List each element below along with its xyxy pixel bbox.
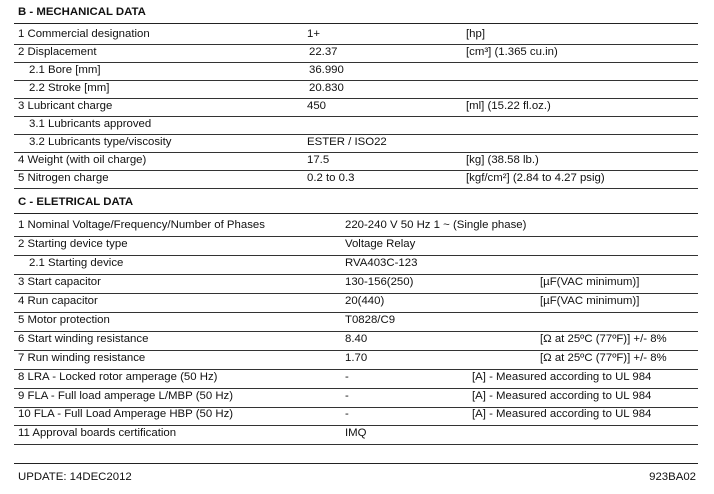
table-row	[14, 117, 698, 135]
row-unit: [Ω at 25ºC (77ºF)] +/- 8%	[540, 333, 667, 345]
row-label: 9 FLA - Full load amperage L/MBP (50 Hz)	[18, 390, 234, 402]
row-value: 20(440)	[345, 295, 385, 307]
row-value: ESTER / ISO22	[307, 136, 387, 148]
section-b-title: B - MECHANICAL DATA	[18, 6, 146, 18]
table-row	[14, 332, 698, 351]
row-value: Voltage Relay	[345, 238, 416, 250]
row-label: 7 Run winding resistance	[18, 352, 146, 364]
row-unit: [kg] (38.58 lb.)	[466, 154, 539, 166]
update-date: UPDATE: 14DEC2012	[18, 471, 132, 483]
row-label: 3 Start capacitor	[18, 276, 101, 288]
table-row	[14, 218, 698, 237]
table-row	[14, 237, 698, 256]
row-label: 2 Starting device type	[18, 238, 128, 250]
row-unit: [µF(VAC minimum)]	[540, 295, 640, 307]
row-label: 3 Lubricant charge	[18, 100, 113, 112]
row-unit: [Ω at 25ºC (77ºF)] +/- 8%	[540, 352, 667, 364]
section-b-header	[14, 3, 698, 24]
row-value: -	[345, 390, 349, 402]
row-value: 220-240 V 50 Hz 1 ~ (Single phase)	[345, 219, 527, 231]
table-row	[14, 63, 698, 81]
row-value: 0.2 to 0.3	[307, 172, 355, 184]
row-value: 1+	[307, 28, 320, 40]
table-row	[14, 389, 698, 408]
row-unit: [µF(VAC minimum)]	[540, 276, 640, 288]
row-value: 22.37	[309, 46, 338, 58]
footer-divider	[14, 463, 698, 464]
table-row	[14, 135, 698, 153]
row-value: 20.830	[309, 82, 344, 94]
section-c-header	[14, 193, 698, 214]
row-label: 2 Displacement	[18, 46, 97, 58]
row-label: 5 Nitrogen charge	[18, 172, 109, 184]
row-value: 17.5	[307, 154, 330, 166]
row-value: -	[345, 408, 349, 420]
row-value: 36.990	[309, 64, 344, 76]
row-value: 8.40	[345, 333, 368, 345]
row-label: 8 LRA - Locked rotor amperage (50 Hz)	[18, 371, 218, 383]
table-row	[14, 81, 698, 99]
row-unit: [kgf/cm²] (2.84 to 4.27 psig)	[466, 172, 605, 184]
row-label: 11 Approval boards certification	[18, 427, 177, 439]
row-value: -	[345, 371, 349, 383]
table-row	[14, 407, 698, 426]
row-label: 5 Motor protection	[18, 314, 110, 326]
row-label: 4 Weight (with oil charge)	[18, 154, 147, 166]
row-label: 6 Start winding resistance	[18, 333, 149, 345]
table-row	[14, 426, 698, 445]
row-label: 3.2 Lubricants type/viscosity	[29, 136, 172, 148]
table-row	[14, 370, 698, 389]
document-code: 923BA02	[649, 471, 696, 483]
row-value: 130-156(250)	[345, 276, 414, 288]
table-row	[14, 294, 698, 313]
row-value: RVA403C-123	[345, 257, 418, 269]
row-unit: [A] - Measured according to UL 984	[472, 371, 652, 383]
section-c-title: C - ELETRICAL DATA	[18, 196, 134, 208]
row-label: 3.1 Lubricants approved	[29, 118, 152, 130]
row-label: 1 Commercial designation	[18, 28, 150, 40]
table-row	[14, 27, 698, 45]
row-value: IMQ	[345, 427, 367, 439]
table-row	[14, 275, 698, 294]
row-value: 1.70	[345, 352, 368, 364]
row-unit: [hp]	[466, 28, 485, 40]
row-unit: [A] - Measured according to UL 984	[472, 390, 652, 402]
table-row	[14, 99, 698, 117]
row-unit: [A] - Measured according to UL 984	[472, 408, 652, 420]
row-label: 2.1 Starting device	[29, 257, 124, 269]
table-row	[14, 45, 698, 63]
row-value: 450	[307, 100, 327, 112]
row-label: 4 Run capacitor	[18, 295, 98, 307]
table-row	[14, 256, 698, 275]
row-value: T0828/C9	[345, 314, 396, 326]
row-unit: [cm³] (1.365 cu.in)	[466, 46, 558, 58]
row-label: 2.2 Stroke [mm]	[29, 82, 110, 94]
table-row	[14, 171, 698, 189]
table-row	[14, 153, 698, 171]
table-row	[14, 351, 698, 370]
table-row	[14, 313, 698, 332]
row-label: 1 Nominal Voltage/Frequency/Number of Phases	[18, 219, 265, 231]
row-label: 10 FLA - Full Load Amperage HBP (50 Hz)	[18, 408, 234, 420]
row-label: 2.1 Bore [mm]	[29, 64, 101, 76]
row-unit: [ml] (15.22 fl.oz.)	[466, 100, 551, 112]
